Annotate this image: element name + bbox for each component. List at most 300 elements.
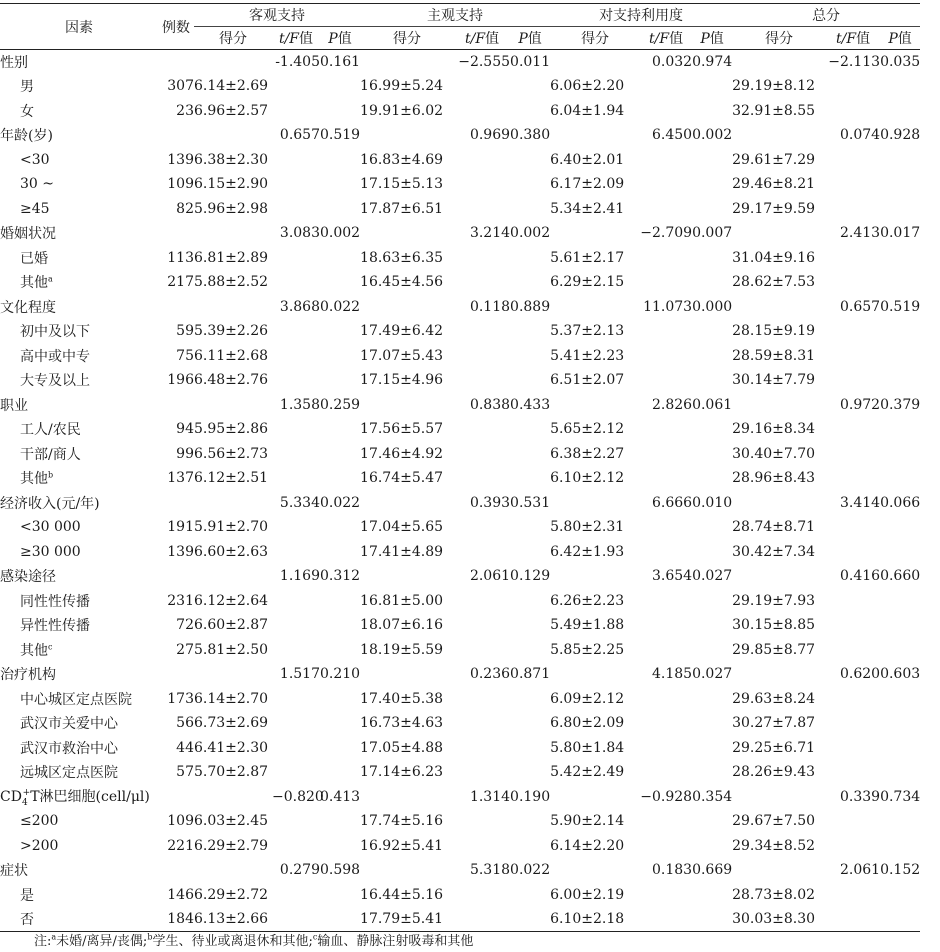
factor-level-label xyxy=(0,417,158,442)
p-value xyxy=(320,760,360,785)
p-value xyxy=(880,319,920,344)
count-cell: 139 xyxy=(167,543,194,560)
tf-value xyxy=(640,197,692,222)
score-cell: 6.06±2.20 xyxy=(550,78,625,95)
score-cell: 6.81±2.89 xyxy=(194,249,269,266)
tf-value: 0.620 xyxy=(839,666,881,683)
score-cell: 6.38±2.27 xyxy=(550,445,625,462)
count-cell xyxy=(158,295,194,320)
p-value: 0.519 xyxy=(320,127,361,144)
p-value: 0.974 xyxy=(692,54,733,70)
score-cell: 16.45±4.56 xyxy=(360,274,444,291)
tf-value xyxy=(826,368,880,393)
p-value xyxy=(320,466,360,491)
score-cell: 29.16±8.34 xyxy=(732,421,816,438)
tf-value: 0.183 xyxy=(651,862,693,879)
footnote-mark-a: a xyxy=(51,932,57,942)
tf-value xyxy=(272,74,320,99)
p-value xyxy=(692,99,732,124)
p-value xyxy=(320,736,360,761)
factor-level-row xyxy=(0,613,920,638)
tf-value xyxy=(826,442,880,467)
p-value xyxy=(320,687,360,712)
score-cell: 30.14±7.79 xyxy=(732,372,816,389)
p-value xyxy=(320,589,360,614)
factor-level-text: 大专及以上 xyxy=(20,373,90,390)
factor-category-label: 症状 xyxy=(0,863,28,880)
tf-value xyxy=(826,834,880,859)
factor-category-label: 治疗机构 xyxy=(0,667,56,684)
p-header-suffix: 值 xyxy=(709,31,724,47)
factor-category-label: 经济收入(元/年) xyxy=(0,495,100,512)
tf-value xyxy=(640,319,692,344)
p-value xyxy=(510,319,550,344)
factor-level-text: ≥45 xyxy=(20,200,50,217)
score-cell: 32.91±8.55 xyxy=(732,102,816,119)
p-header xyxy=(320,27,360,50)
tf-value xyxy=(454,711,510,736)
score-cell: 30.27±7.87 xyxy=(732,715,816,732)
tf-value xyxy=(640,344,692,369)
tf-value xyxy=(454,74,510,99)
score-header: 得分 xyxy=(360,27,454,50)
factor-level-row xyxy=(0,344,920,369)
tf-value: 0.969 xyxy=(469,127,511,144)
tf-value xyxy=(826,613,880,638)
count-cell xyxy=(158,221,194,246)
tf-header-italic: t/F xyxy=(465,31,486,47)
tf-value xyxy=(454,883,510,908)
score-cell xyxy=(550,295,640,320)
tf-value xyxy=(454,344,510,369)
tf-value xyxy=(272,319,320,344)
tf-value: 2.061 xyxy=(839,862,881,879)
factor-level-label xyxy=(0,711,158,736)
tf-value xyxy=(826,197,880,222)
factor-category-label xyxy=(0,785,158,810)
tf-value: −0.928 xyxy=(640,788,693,805)
p-value xyxy=(692,344,732,369)
tf-value: 1.169 xyxy=(279,568,320,585)
tf-value: 6.450 xyxy=(651,127,693,144)
tf-value xyxy=(826,148,880,173)
factor-level-label xyxy=(0,809,158,834)
factor-level-label xyxy=(0,613,158,638)
tf-header-suffix: 值 xyxy=(299,31,314,47)
p-value xyxy=(880,613,920,638)
p-value xyxy=(880,344,920,369)
score-cell xyxy=(550,221,640,246)
factor-level-text: 其他 xyxy=(20,275,48,292)
tf-value: 0.416 xyxy=(839,568,881,585)
p-value: 0.190 xyxy=(510,788,551,805)
tf-value xyxy=(272,270,320,295)
tf-value: 3.868 xyxy=(279,298,320,315)
score-cell: 30.42±7.34 xyxy=(732,543,816,560)
p-value xyxy=(692,883,732,908)
factor-level-label xyxy=(0,515,158,540)
factor-level-text: ≥30 000 xyxy=(20,543,81,560)
score-cell xyxy=(194,491,272,516)
tf-value xyxy=(640,883,692,908)
p-value xyxy=(510,834,550,859)
tf-value xyxy=(454,442,510,467)
tf-value xyxy=(272,442,320,467)
factor-level-row xyxy=(0,270,920,295)
p-value: 0.210 xyxy=(320,666,361,683)
tf-value: 5.318 xyxy=(469,862,511,879)
p-value xyxy=(320,99,360,124)
factor-level-text: 否 xyxy=(20,912,34,928)
factor-category-label: 性别 xyxy=(0,55,28,71)
score-cell xyxy=(194,393,272,418)
p-value xyxy=(510,638,550,663)
p-value xyxy=(510,74,550,99)
p-header-italic: P xyxy=(328,31,338,47)
score-cell: 6.17±2.09 xyxy=(550,176,625,193)
p-value xyxy=(320,148,360,173)
tf-value xyxy=(640,809,692,834)
tf-value xyxy=(826,270,880,295)
count-cell: 191 xyxy=(167,519,194,536)
tf-value: 0.972 xyxy=(839,396,881,413)
count-cell: 82 xyxy=(176,200,194,217)
score-cell: 5.88±2.52 xyxy=(194,274,269,291)
footnote-a-text: 未婚/离异/丧偶; xyxy=(56,934,148,949)
p-value xyxy=(320,613,360,638)
p-value xyxy=(320,319,360,344)
score-cell xyxy=(550,858,640,883)
score-cell: 6.03±2.45 xyxy=(194,813,269,830)
tf-value xyxy=(640,99,692,124)
score-cell: 29.67±7.50 xyxy=(732,813,816,830)
tf-value xyxy=(454,515,510,540)
tf-value xyxy=(826,711,880,736)
tf-value xyxy=(454,589,510,614)
count-cell xyxy=(158,50,194,75)
score-header: 得分 xyxy=(550,27,640,50)
tf-value: 3.083 xyxy=(279,225,320,242)
p-value: 0.598 xyxy=(320,862,361,879)
p-value xyxy=(320,515,360,540)
count-cell xyxy=(158,858,194,883)
p-value xyxy=(510,515,550,540)
tf-value xyxy=(272,907,320,932)
score-cell xyxy=(732,221,826,246)
p-value xyxy=(692,442,732,467)
tf-value: 11.073 xyxy=(643,298,693,315)
factor-level-text: 高中或中专 xyxy=(20,348,90,365)
score-cell: 5.95±2.86 xyxy=(194,421,269,438)
score-cell: 28.26±9.43 xyxy=(732,764,816,781)
p-value xyxy=(320,907,360,932)
score-cell xyxy=(732,491,826,516)
score-cell: 6.56±2.73 xyxy=(194,445,269,462)
count-cell: 196 xyxy=(167,372,194,389)
score-cell: 6.09±2.12 xyxy=(550,690,625,707)
tf-value xyxy=(640,74,692,99)
score-cell xyxy=(194,123,272,148)
score-cell xyxy=(732,858,826,883)
tf-header-suffix: 值 xyxy=(485,31,500,47)
p-value: 0.011 xyxy=(510,54,551,70)
p-header xyxy=(880,27,920,50)
score-cell: 5.80±2.31 xyxy=(550,519,625,536)
p-value: 0.871 xyxy=(510,666,551,683)
p-value xyxy=(510,809,550,834)
tf-value xyxy=(272,687,320,712)
p-value xyxy=(320,344,360,369)
factor-level-row xyxy=(0,711,920,736)
tf-value: 0.657 xyxy=(279,127,320,144)
score-cell xyxy=(360,491,454,516)
tf-value xyxy=(640,540,692,565)
score-cell xyxy=(194,662,272,687)
p-value xyxy=(320,638,360,663)
count-cell: 75 xyxy=(176,347,194,364)
footnote-reference: a xyxy=(48,274,53,284)
factor-level-row xyxy=(0,99,920,124)
factor-category-row xyxy=(0,858,920,883)
score-cell: 16.74±5.47 xyxy=(360,470,444,487)
p-value xyxy=(320,246,360,271)
p-value xyxy=(510,270,550,295)
p-value xyxy=(692,515,732,540)
tf-value: 0.339 xyxy=(839,788,881,805)
factor-level-row xyxy=(0,687,920,712)
score-cell: 5.91±2.70 xyxy=(194,519,269,536)
footnote-c-text: 输血、静脉注射吸毒和其他 xyxy=(317,934,474,949)
factor-level-label xyxy=(0,907,158,932)
factor-level-label xyxy=(0,442,158,467)
tf-header xyxy=(640,27,692,50)
tf-value xyxy=(454,809,510,834)
factor-level-text: 同性性传播 xyxy=(20,593,90,610)
score-cell: 17.87±6.51 xyxy=(360,200,444,217)
factor-level-text: 男 xyxy=(20,79,34,96)
p-value xyxy=(692,466,732,491)
score-cell: 6.80±2.09 xyxy=(550,715,625,732)
p-value xyxy=(880,466,920,491)
score-cell: 6.29±2.72 xyxy=(194,886,269,903)
header-row-groups xyxy=(0,4,920,27)
count-cell: 221 xyxy=(167,837,194,854)
p-header xyxy=(510,27,550,50)
p-value: 0.002 xyxy=(510,225,551,242)
factor-category-label: 婚姻状况 xyxy=(0,226,56,243)
p-value: 0.017 xyxy=(880,225,921,242)
score-cell: 6.00±2.19 xyxy=(550,886,625,903)
score-cell: 17.14±6.23 xyxy=(360,764,444,781)
score-cell: 5.61±2.17 xyxy=(550,249,625,266)
p-value xyxy=(510,540,550,565)
tf-value xyxy=(826,540,880,565)
tf-value: 0.074 xyxy=(839,127,881,144)
score-cell: 28.15±9.19 xyxy=(732,323,816,340)
p-value xyxy=(880,883,920,908)
p-value xyxy=(510,172,550,197)
p-value: 0.603 xyxy=(880,666,921,683)
p-value xyxy=(880,589,920,614)
factor-level-label xyxy=(0,319,158,344)
p-value xyxy=(510,613,550,638)
count-cell: 217 xyxy=(167,274,194,291)
tf-value: 0.838 xyxy=(469,396,511,413)
count-cell: 23 xyxy=(176,102,194,119)
footnote-mark-c: c xyxy=(312,932,318,942)
factor-level-label xyxy=(0,540,158,565)
score-cell: 19.91±6.02 xyxy=(360,102,444,119)
factor-category-label: 年龄(岁) xyxy=(0,128,53,145)
score-header: 得分 xyxy=(194,27,272,50)
score-cell: 17.74±5.16 xyxy=(360,813,444,830)
score-cell: 30.03±8.30 xyxy=(732,907,826,932)
tf-value xyxy=(272,883,320,908)
score-cell: 28.73±8.02 xyxy=(732,886,816,903)
p-value: 0.066 xyxy=(880,494,921,511)
p-value xyxy=(692,711,732,736)
p-value xyxy=(692,417,732,442)
count-cell: 109 xyxy=(167,176,194,193)
p-value xyxy=(692,319,732,344)
tf-value xyxy=(454,99,510,124)
tf-value: -1.405 xyxy=(275,54,320,70)
factor-level-row xyxy=(0,540,920,565)
p-value xyxy=(692,638,732,663)
p-value: 0.061 xyxy=(692,396,733,413)
factor-level-label xyxy=(0,760,158,785)
tf-value xyxy=(826,883,880,908)
tf-value xyxy=(272,834,320,859)
p-value xyxy=(880,638,920,663)
tf-value xyxy=(272,638,320,663)
tf-value xyxy=(640,270,692,295)
factor-level-row xyxy=(0,515,920,540)
count-cell xyxy=(158,123,194,148)
p-value xyxy=(692,148,732,173)
count-cell xyxy=(158,564,194,589)
tf-header-italic: t/F xyxy=(836,31,857,47)
tf-value: −2.709 xyxy=(640,225,693,242)
score-cell: 6.29±2.79 xyxy=(194,837,269,854)
score-cell xyxy=(550,785,640,810)
p-value xyxy=(692,368,732,393)
tf-value xyxy=(640,368,692,393)
score-cell: 6.73±2.69 xyxy=(194,715,269,732)
tf-header-italic: t/F xyxy=(278,31,300,47)
score-cell xyxy=(194,221,272,246)
score-cell: 29.19±8.12 xyxy=(732,78,816,95)
count-cell: 99 xyxy=(176,445,194,462)
p-value xyxy=(880,417,920,442)
p-value xyxy=(510,148,550,173)
count-cell: 44 xyxy=(176,739,194,756)
score-cell: 6.60±2.87 xyxy=(194,617,269,634)
score-cell: 5.49±1.88 xyxy=(550,617,625,634)
score-cell: 5.96±2.98 xyxy=(194,200,269,217)
score-cell xyxy=(550,393,640,418)
p-value: 0.660 xyxy=(880,568,921,585)
tf-value xyxy=(826,246,880,271)
tf-value xyxy=(640,613,692,638)
tf-value xyxy=(640,907,692,932)
factor-level-label xyxy=(0,466,158,491)
tf-value xyxy=(826,589,880,614)
factor-category-row xyxy=(0,123,920,148)
score-cell xyxy=(194,858,272,883)
p-value xyxy=(880,809,920,834)
score-cell: 5.70±2.87 xyxy=(194,764,269,781)
factor-level-text: 武汉市救治中心 xyxy=(20,740,118,757)
score-cell: 6.42±1.93 xyxy=(550,543,625,560)
score-cell: 6.12±2.64 xyxy=(194,592,269,609)
p-value: 0.007 xyxy=(692,225,733,242)
tf-value xyxy=(640,442,692,467)
tf-header xyxy=(272,27,320,50)
tf-value xyxy=(826,687,880,712)
factor-level-label xyxy=(0,589,158,614)
tf-value xyxy=(272,172,320,197)
tf-value xyxy=(640,417,692,442)
score-cell: 28.59±8.31 xyxy=(732,347,816,364)
score-cell: 31.04±9.16 xyxy=(732,249,816,266)
count-cell: 139 xyxy=(167,151,194,168)
tf-value xyxy=(826,319,880,344)
factor-level-row xyxy=(0,809,920,834)
factor-level-text: 女 xyxy=(20,103,34,120)
tf-value xyxy=(454,613,510,638)
tf-value: 0.657 xyxy=(839,298,881,315)
factor-level-text: <30 000 xyxy=(20,519,81,536)
tf-value xyxy=(272,760,320,785)
p-value xyxy=(692,540,732,565)
tf-value: −2.555 xyxy=(458,54,511,70)
p-header-italic: P xyxy=(518,31,528,47)
factor-level-text: 远城区定点医院 xyxy=(20,765,118,782)
tf-value xyxy=(826,760,880,785)
p-value xyxy=(692,736,732,761)
factor-level-label xyxy=(0,834,158,859)
score-cell xyxy=(732,662,826,687)
tf-value xyxy=(826,172,880,197)
p-value xyxy=(880,270,920,295)
tf-value xyxy=(640,148,692,173)
factor-level-text: 其他 xyxy=(20,642,48,659)
p-value xyxy=(880,687,920,712)
p-header-suffix: 值 xyxy=(897,31,912,47)
footnote-reference: b xyxy=(48,470,54,480)
factor-level-text: 是 xyxy=(20,887,34,904)
tf-value xyxy=(454,319,510,344)
factor-category-row xyxy=(0,295,920,320)
factor-level-label xyxy=(0,172,158,197)
tf-value: 1.314 xyxy=(469,788,511,805)
tf-value: 4.185 xyxy=(651,666,693,683)
score-cell: 5.85±2.25 xyxy=(550,641,625,658)
tf-value xyxy=(826,466,880,491)
score-cell: 6.14±2.20 xyxy=(550,837,625,854)
score-cell: 6.96±2.57 xyxy=(194,102,269,119)
p-value: 0.413 xyxy=(320,788,361,805)
factor-label-subscript: 4 xyxy=(21,797,28,808)
score-cell: 6.48±2.76 xyxy=(194,372,269,389)
score-cell: 5.37±2.13 xyxy=(550,323,625,340)
score-cell: 6.14±2.70 xyxy=(194,690,269,707)
score-cell: 17.56±5.57 xyxy=(360,421,444,438)
p-value: 0.000 xyxy=(692,298,733,315)
factor-level-label xyxy=(0,99,158,124)
factor-level-row xyxy=(0,736,920,761)
